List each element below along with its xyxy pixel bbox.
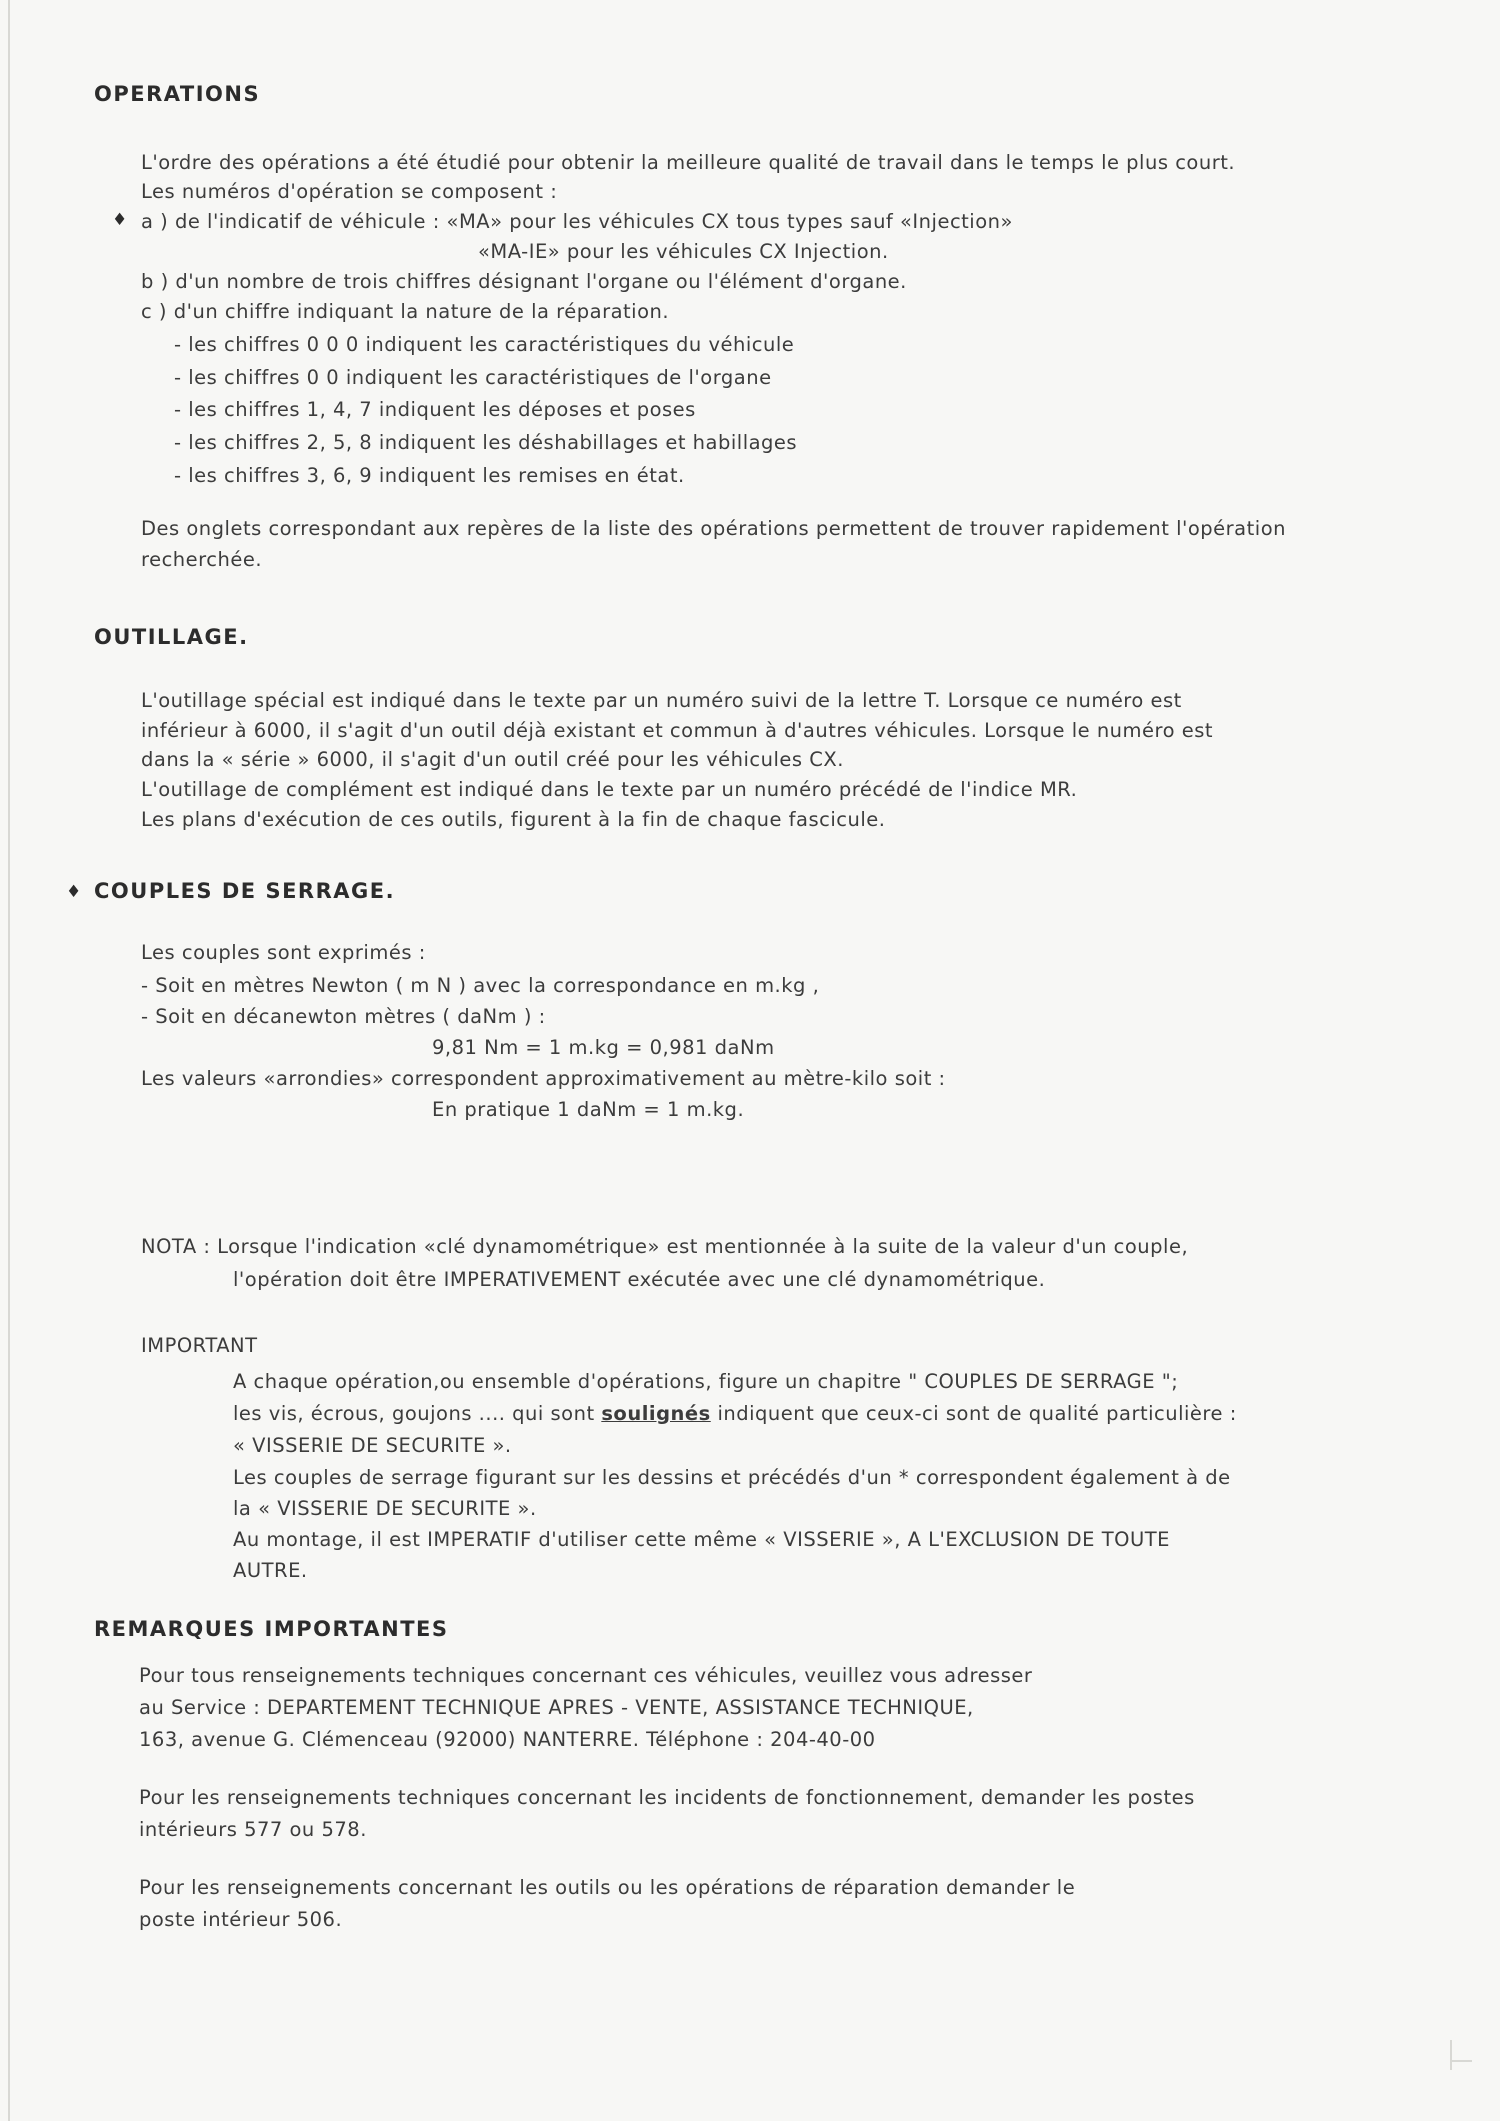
nota-line-2: l'opération doit être IMPERATIVEMENT exécutée avec une clé dynamométrique. [233, 1268, 1046, 1291]
operations-digit-rule: - les chiffres 3, 6, 9 indiquent les remises en état. [174, 464, 685, 487]
couples-line: - Soit en décanewton mètres ( daNm ) : [141, 1005, 546, 1028]
remarques-line: intérieurs 577 ou 578. [139, 1818, 367, 1841]
section-title-remarques: REMARQUES IMPORTANTES [94, 1617, 449, 1641]
important-title: IMPORTANT [141, 1334, 258, 1357]
couples-line: - Soit en mètres Newton ( m N ) avec la correspondance en m.kg , [141, 974, 820, 997]
nota-line-1: NOTA : Lorsque l'indication «clé dynamométrique» est mentionnée à la suite de la valeur d'un couple, [141, 1235, 1189, 1258]
revision-diamond-icon: ♦ [66, 882, 82, 902]
revision-diamond-icon: ♦ [112, 210, 128, 230]
section-title-outillage: OUTILLAGE. [94, 625, 249, 649]
outillage-line: Les plans d'exécution de ces outils, figurent à la fin de chaque fascicule. [141, 808, 886, 831]
couples-practice: En pratique 1 daNm = 1 m.kg. [432, 1098, 745, 1121]
section-title-couples: COUPLES DE SERRAGE. [94, 879, 396, 903]
remarques-line: poste intérieur 506. [139, 1908, 343, 1931]
operations-point-c: c ) d'un chiffre indiquant la nature de la réparation. [141, 300, 670, 323]
important-line: Les couples de serrage figurant sur les dessins et précédés d'un * correspondent également à de [233, 1466, 1231, 1489]
remarques-line: Pour les renseignements concernant les outils ou les opérations de réparation demander le [139, 1876, 1076, 1899]
operations-point-a-line-2: «MA-IE» pour les véhicules CX Injection. [478, 240, 889, 263]
operations-intro-line-1: L'ordre des opérations a été étudié pour obtenir la meilleure qualité de travail dans le temps le plus court. [141, 151, 1236, 174]
outillage-line: L'outillage de complément est indiqué dans le texte par un numéro précédé de l'indice MR. [141, 778, 1078, 801]
operations-intro-line-2: Les numéros d'opération se composent : [141, 180, 558, 203]
operations-onglets-line-2: recherchée. [141, 548, 263, 571]
scan-edge-bottom-mark [1450, 2060, 1472, 2062]
scan-edge-left [8, 0, 10, 2121]
important-line: « VISSERIE DE SECURITE ». [233, 1434, 512, 1457]
important-line-text: indiquent que ceux-ci sont de qualité particulière : [710, 1402, 1237, 1425]
important-line: la « VISSERIE DE SECURITE ». [233, 1497, 537, 1520]
remarques-line: Pour tous renseignements techniques concernant ces véhicules, veuillez vous adresser [139, 1664, 1033, 1687]
scan-edge-bottom-mark [1450, 2040, 1452, 2070]
important-line: Au montage, il est IMPERATIF d'utiliser cette même « VISSERIE », A L'EXCLUSION DE TOUTE [233, 1528, 1170, 1551]
operations-digit-rule: - les chiffres 2, 5, 8 indiquent les déshabillages et habillages [174, 431, 798, 454]
operations-point-b: b ) d'un nombre de trois chiffres désignant l'organe ou l'élément d'organe. [141, 270, 907, 293]
couples-line: Les valeurs «arrondies» correspondent approximativement au mètre-kilo soit : [141, 1067, 946, 1090]
operations-digit-rule: - les chiffres 0 0 0 indiquent les caractéristiques du véhicule [174, 333, 795, 356]
remarques-line: Pour les renseignements techniques concernant les incidents de fonctionnement, demander les postes [139, 1786, 1195, 1809]
operations-onglets-line-1: Des onglets correspondant aux repères de la liste des opérations permettent de trouver rapidement l'opération [141, 517, 1286, 540]
section-title-operations: OPERATIONS [94, 82, 261, 106]
operations-digit-rule: - les chiffres 0 0 indiquent les caractéristiques de l'organe [174, 366, 772, 389]
outillage-line: L'outillage spécial est indiqué dans le texte par un numéro suivi de la lettre T. Lorsque ce numéro est [141, 689, 1182, 712]
remarques-line: 163, avenue G. Clémenceau (92000) NANTERRE. Téléphone : 204-40-00 [139, 1728, 876, 1751]
important-line [233, 1402, 1237, 1425]
important-line: AUTRE. [233, 1559, 308, 1582]
operations-digit-rule: - les chiffres 1, 4, 7 indiquent les déposes et poses [174, 398, 696, 421]
important-line: A chaque opération,ou ensemble d'opérations, figure un chapitre " COUPLES DE SERRAGE "; [233, 1370, 1179, 1393]
important-line-text: les vis, écrous, goujons .... qui sont [233, 1402, 602, 1425]
outillage-line: inférieur à 6000, il s'agit d'un outil déjà existant et commun à d'autres véhicules. Lorsque le numéro est [141, 719, 1214, 742]
couples-line: Les couples sont exprimés : [141, 941, 426, 964]
remarques-line: au Service : DEPARTEMENT TECHNIQUE APRES - VENTE, ASSISTANCE TECHNIQUE, [139, 1696, 974, 1719]
operations-point-a-line-1: a ) de l'indicatif de véhicule : «MA» pour les véhicules CX tous types sauf «Injection» [141, 210, 1013, 233]
underlined-word: soulignés [601, 1402, 711, 1425]
outillage-line: dans la « série » 6000, il s'agit d'un outil créé pour les véhicules CX. [141, 748, 844, 771]
couples-equation: 9,81 Nm = 1 m.kg = 0,981 daNm [432, 1036, 775, 1059]
